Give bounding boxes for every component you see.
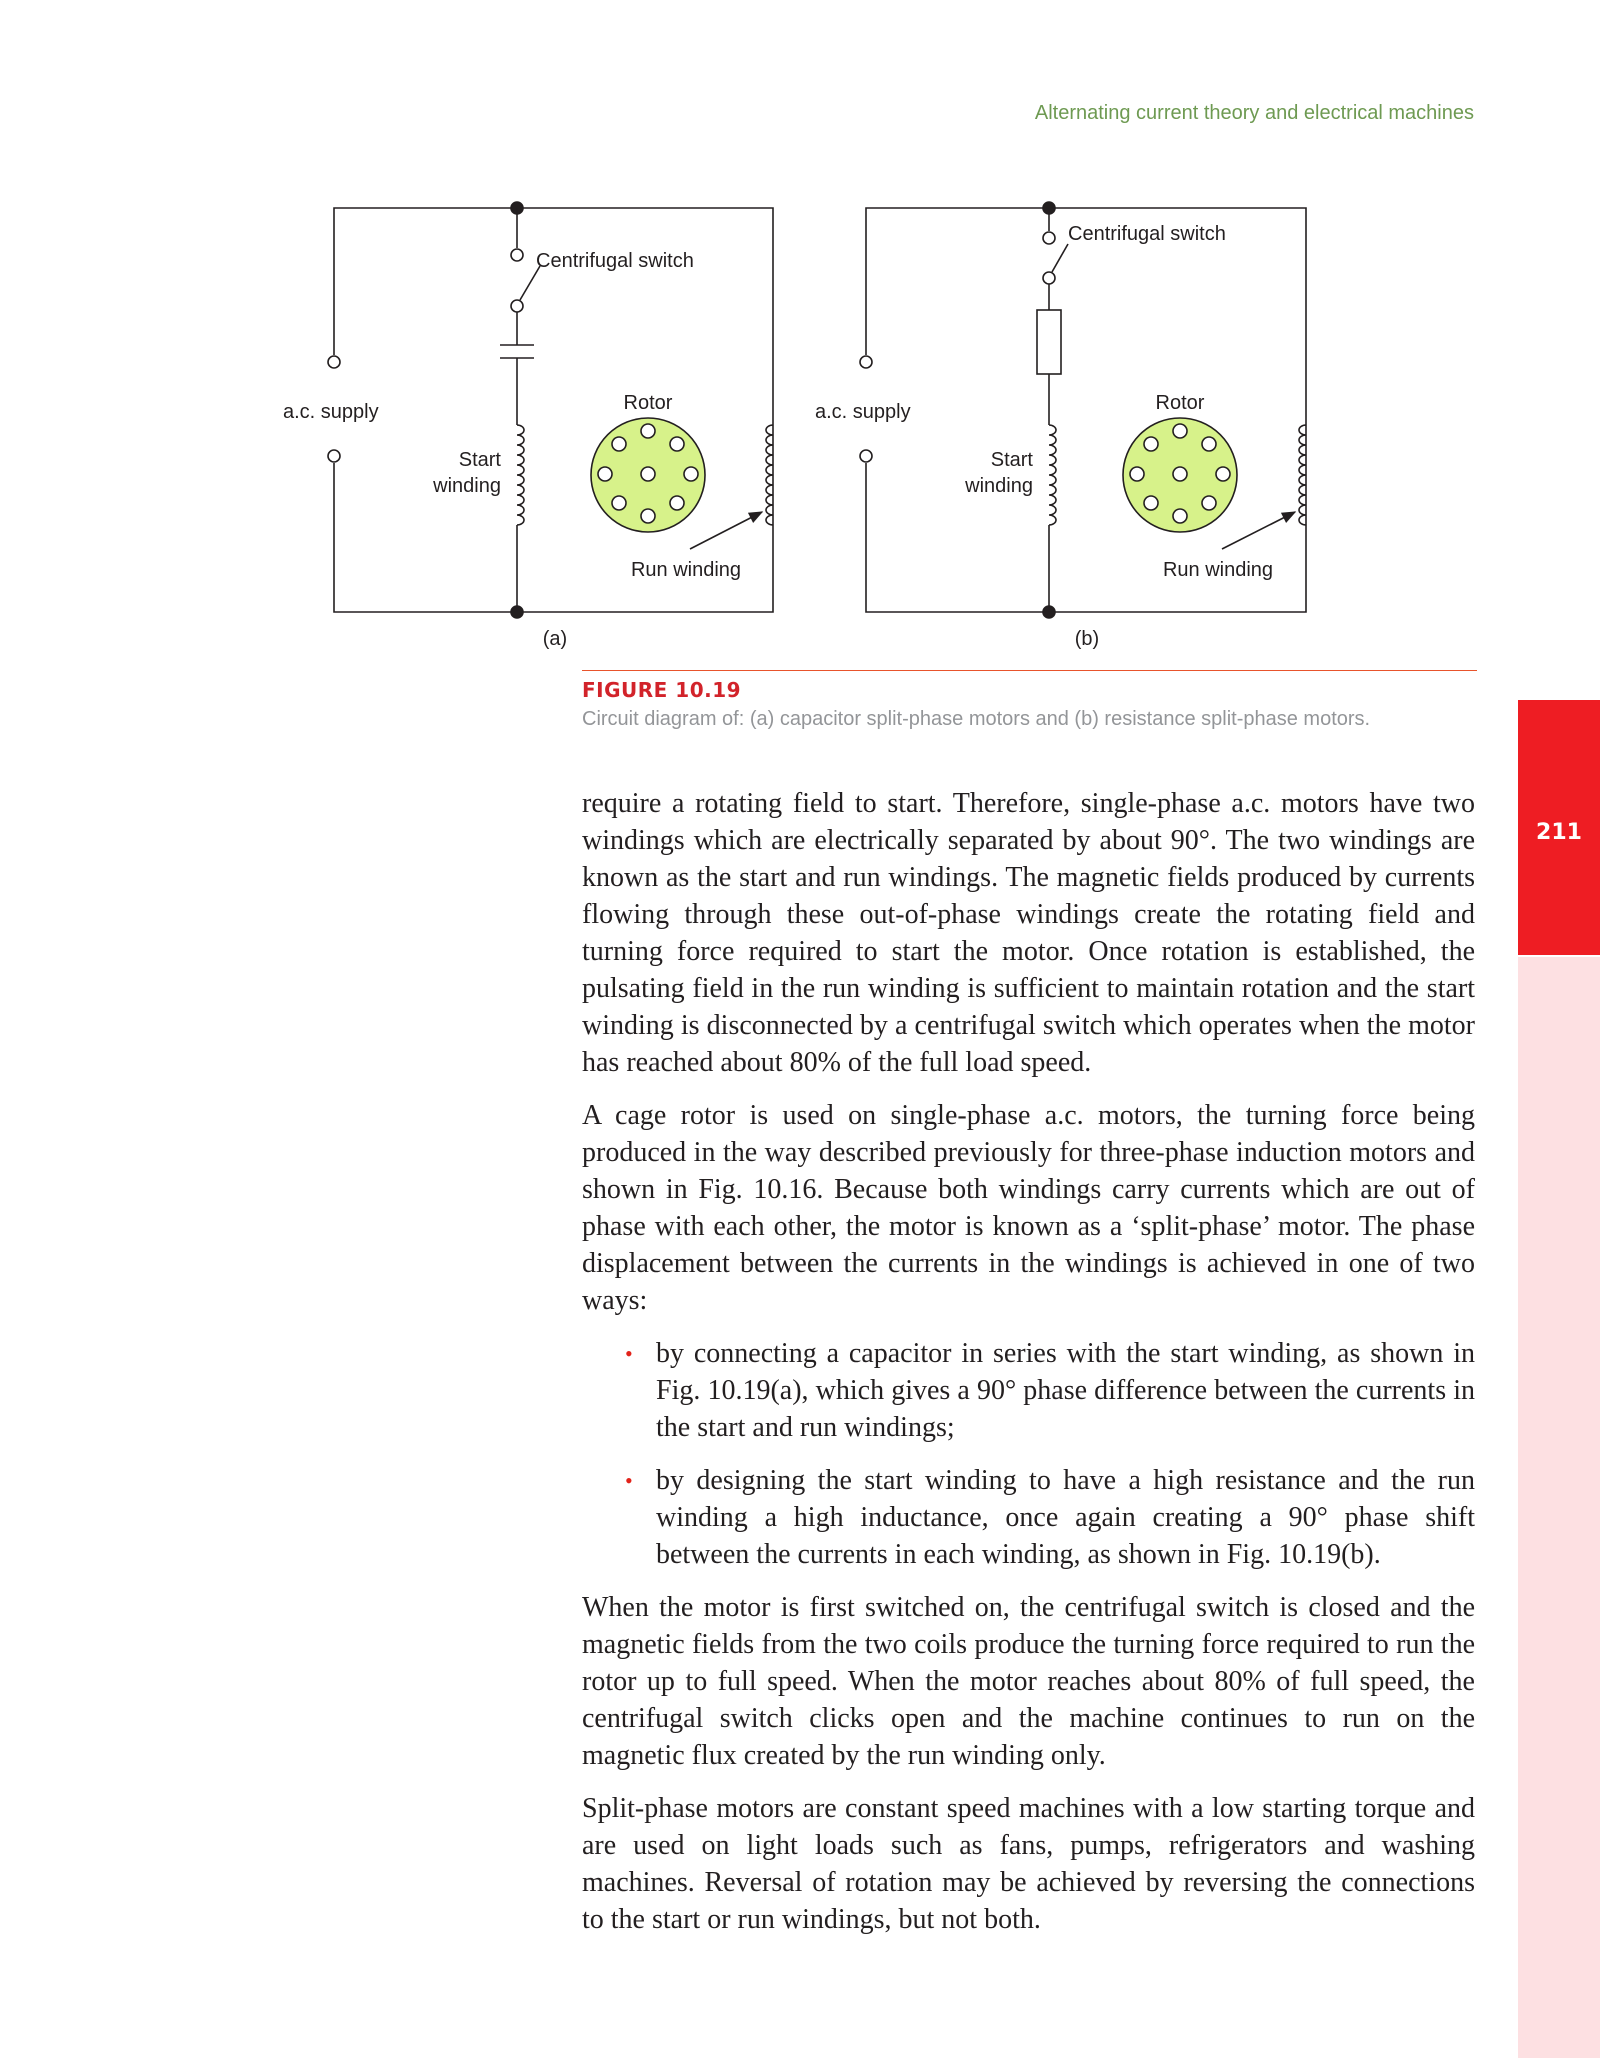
start-winding-coil	[517, 425, 524, 525]
run-winding-coil	[1299, 425, 1306, 525]
start-winding-coil	[1049, 425, 1056, 525]
rotor-label: Rotor	[623, 392, 673, 414]
centrifugal-switch-label: Centrifugal switch	[536, 250, 694, 272]
supply-terminal-top	[860, 356, 872, 368]
running-head: Alternating current theory and electrical machines	[1034, 102, 1474, 124]
supply-terminal-bottom	[328, 450, 340, 462]
caption-rule	[582, 670, 1477, 671]
start-winding-label: winding	[965, 475, 1033, 497]
diagram-tag: (b)	[1074, 628, 1100, 650]
wire	[866, 208, 1306, 612]
body-text	[582, 785, 1475, 1954]
diagram-b	[860, 202, 1306, 618]
switch-contact	[511, 249, 523, 261]
bullet-list	[582, 1335, 1475, 1573]
paragraph: When the motor is first switched on, the centrifugal switch is closed and the magnetic fields from the two coils produce the turning force required to run the rotor up to full speed. When the motor reaches about 80% of full speed, the centrifugal switch clicks open and the machine continues to run on the magnetic flux created by the run winding only.	[582, 1592, 1475, 1771]
start-winding-label: winding	[433, 475, 501, 497]
supply-terminal-bottom	[860, 450, 872, 462]
run-winding-label: Run winding	[630, 559, 742, 581]
bullet-icon: •	[625, 1468, 633, 1493]
paragraph: Split-phase motors are constant speed machines with a low starting torque and are used on light loads such as fans, pumps, refrigerators and washing machines. Reversal of rotation may be achieved by reversing the connections to the start or run windings, but not both.	[582, 1793, 1475, 1935]
centrifugal-switch-label: Centrifugal switch	[1068, 223, 1226, 245]
figure-caption-label: FIGURE 10.19	[582, 678, 742, 702]
resistor	[1037, 310, 1061, 374]
start-winding-label: Start	[990, 449, 1033, 471]
list-item	[582, 1335, 1475, 1446]
switch-contact	[1043, 272, 1055, 284]
switch-contact	[511, 300, 523, 312]
list-item-text: by connecting a capacitor in series with the start winding, as shown in Fig. 10.19(a), which gives a 90° phase difference between the currents in the start and run windings;	[656, 1338, 1475, 1443]
switch-contact	[1043, 232, 1055, 244]
bullet-icon: •	[625, 1341, 633, 1366]
supply-terminal-top	[328, 356, 340, 368]
figure-caption-text: Circuit diagram of: (a) capacitor split-phase motors and (b) resistance split-phase motors.	[582, 708, 1371, 730]
pointer-arrow	[690, 512, 762, 549]
rotor-label: Rotor	[1155, 392, 1205, 414]
pointer-arrow	[1222, 512, 1295, 549]
supply-label: a.c. supply	[815, 401, 911, 423]
run-winding-coil	[766, 425, 773, 525]
supply-label: a.c. supply	[283, 401, 379, 423]
paragraph: A cage rotor is used on single-phase a.c. motors, the turning force being produced in the way described previously for three-phase induction motors and shown in Fig. 10.16. Because both windings carry currents which are out of phase with each other, the motor is known as a ‘split-phase’ motor. The phase displacement between the currents in the windings is achieved in one of two ways:	[582, 1100, 1475, 1316]
diagram-tag: (a)	[542, 628, 568, 650]
list-item	[582, 1462, 1475, 1573]
switch-blade	[1052, 244, 1068, 272]
paragraph: require a rotating field to start. Therefore, single-phase a.c. motors have two windings which are electrically separated by about 90°. The two windings are known as the start and run windings. The magnetic fields produced by currents flowing through these out-of-phase windings create the rotating field and turning force required to start the motor. Once rotation is established, the pulsating field in the run winding is sufficient to maintain rotation and the start winding is disconnected by a centrifugal switch which operates when the motor has reached about 80% of the full load speed.	[582, 788, 1475, 1078]
side-margin-band	[1518, 957, 1600, 2058]
circuit-diagram-figure	[0, 0, 1600, 680]
list-item-text: by designing the start winding to have a high resistance and the run winding a high inductance, once again creating a 90° phase shift between the currents in each winding, as shown in Fig. 10.19(b).	[656, 1465, 1475, 1570]
page-number: 211	[1536, 820, 1582, 845]
start-winding-label: Start	[458, 449, 501, 471]
run-winding-label: Run winding	[1162, 559, 1274, 581]
